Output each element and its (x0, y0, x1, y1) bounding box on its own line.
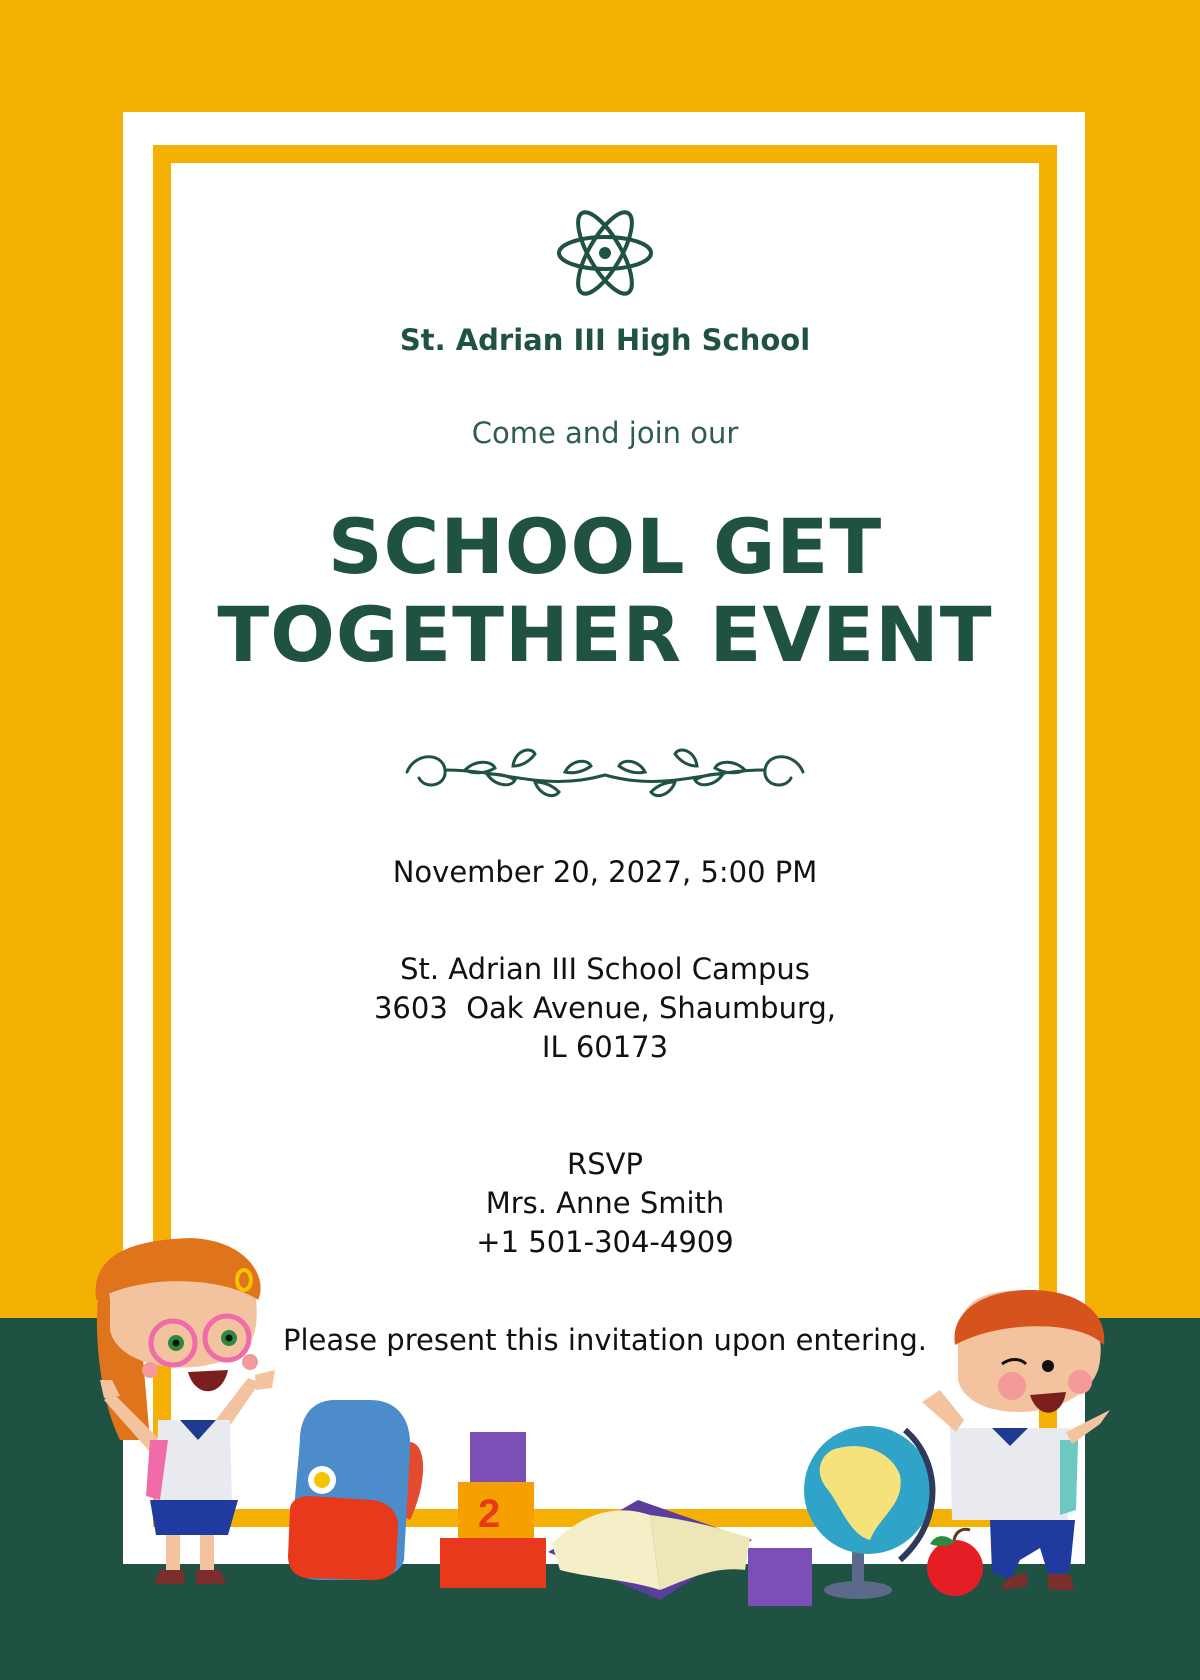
address-line-1: St. Adrian III School Campus (400, 952, 810, 986)
rsvp-label: RSVP (567, 1147, 643, 1181)
apple (927, 1529, 983, 1596)
address-line-2: 3603 Oak Avenue, Shaumburg, (373, 991, 837, 1025)
rsvp-name: Mrs. Anne Smith (485, 1186, 725, 1220)
open-book (548, 1500, 752, 1600)
address-line-3: IL 60173 (541, 1030, 669, 1064)
intro-text: Come and join our (471, 416, 739, 450)
rsvp-phone: +1 501-304-4909 (476, 1225, 734, 1259)
title-line-2: TOGETHER EVENT (217, 590, 993, 679)
globe (804, 1426, 933, 1599)
event-date: November 20, 2027, 5:00 PM (392, 855, 818, 889)
backpack (288, 1400, 423, 1580)
block-number: 2 (478, 1492, 501, 1536)
entry-note: Please present this invitation upon entering. (282, 1323, 928, 1357)
title-line-1: SCHOOL GET (327, 502, 883, 591)
girl-character (96, 1238, 275, 1584)
school-name: St. Adrian III High School (399, 323, 811, 357)
